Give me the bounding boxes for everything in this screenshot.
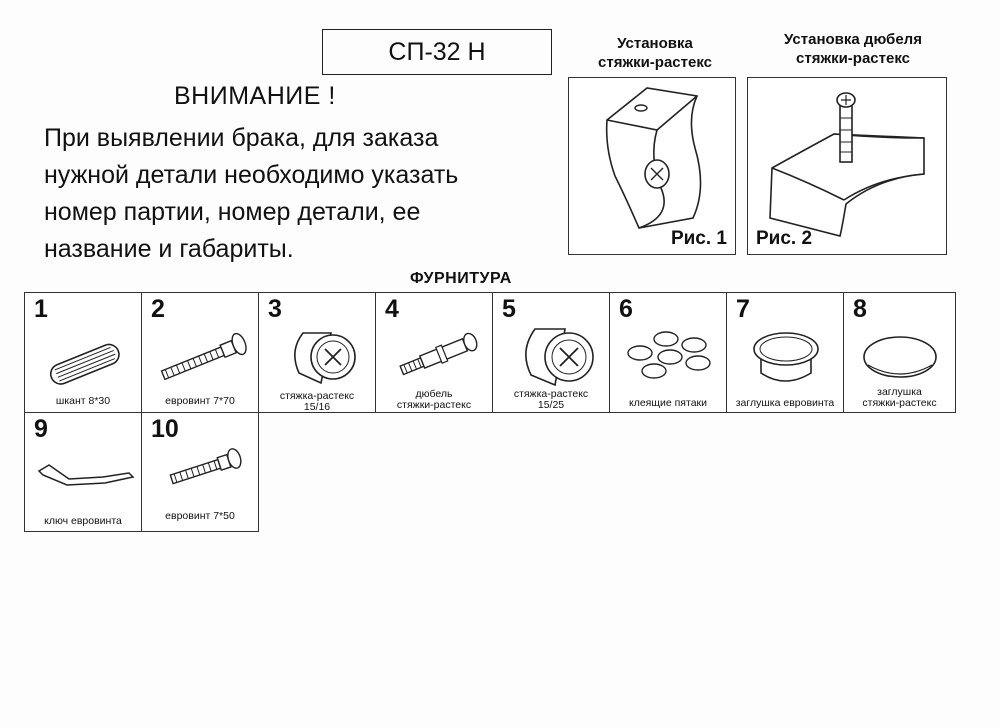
figure-1 bbox=[568, 77, 736, 255]
part-cell-10 bbox=[141, 412, 259, 532]
part-cell-2 bbox=[141, 292, 259, 413]
parts-grid bbox=[24, 292, 956, 532]
notice-title: ВНИМАНИЕ ! bbox=[174, 82, 336, 110]
adhesive-pads-icon bbox=[610, 293, 727, 413]
part-number: 9 bbox=[34, 415, 48, 443]
part-number: 1 bbox=[34, 295, 48, 323]
part-number: 8 bbox=[853, 295, 867, 323]
part-caption: ключ евровинта bbox=[44, 515, 122, 527]
figure-2 bbox=[747, 77, 947, 255]
part-cell-1 bbox=[24, 292, 142, 413]
part-cell-7 bbox=[726, 292, 844, 413]
figure-2-title: Установка дюбеля стяжки-растекс bbox=[784, 31, 922, 67]
figure-1-label: Рис. 1 bbox=[670, 228, 727, 249]
figure-1-title: Установка стяжки-растекс bbox=[598, 35, 712, 71]
part-cell-9 bbox=[24, 412, 142, 532]
part-cell-6 bbox=[609, 292, 727, 413]
part-caption: клеящие пятаки bbox=[629, 397, 707, 409]
part-cell-4 bbox=[375, 292, 493, 413]
model-code-box bbox=[322, 29, 552, 75]
notice-line: нужной детали необходимо указать bbox=[44, 161, 459, 189]
part-number: 3 bbox=[268, 295, 282, 323]
part-cell-8 bbox=[843, 292, 956, 413]
part-cell-3 bbox=[258, 292, 376, 413]
notice-line: При выявлении брака, для заказа bbox=[44, 124, 439, 152]
part-cell-5 bbox=[492, 292, 610, 413]
parts-section-title: ФУРНИТУРА bbox=[410, 270, 512, 287]
part-number: 7 bbox=[736, 295, 750, 323]
part-number: 5 bbox=[502, 295, 516, 323]
notice-text bbox=[44, 120, 564, 268]
part-caption: евровинт 7*50 bbox=[165, 510, 235, 522]
part-number: 10 bbox=[151, 415, 179, 443]
part-number: 2 bbox=[151, 295, 165, 323]
notice-line: номер партии, номер детали, ее bbox=[44, 198, 421, 226]
model-code: СП-32 Н bbox=[388, 37, 486, 66]
part-number: 6 bbox=[619, 295, 633, 323]
part-caption: стяжка-растекс 15/25 bbox=[513, 388, 589, 411]
part-caption: шкант 8*30 bbox=[55, 395, 111, 407]
part-caption: евровинт 7*70 bbox=[165, 395, 235, 407]
part-caption: дюбель стяжки-растекс bbox=[396, 388, 472, 411]
screw-cap-icon bbox=[727, 293, 844, 413]
figure-2-label: Рис. 2 bbox=[756, 228, 813, 249]
part-caption: стяжка-растекс 15/16 bbox=[279, 390, 355, 413]
part-caption: заглушка стяжки-растекс bbox=[862, 386, 937, 409]
part-caption: заглушка евровинта bbox=[735, 397, 835, 409]
part-number: 4 bbox=[385, 295, 399, 323]
notice-line: название и габариты. bbox=[44, 235, 294, 263]
